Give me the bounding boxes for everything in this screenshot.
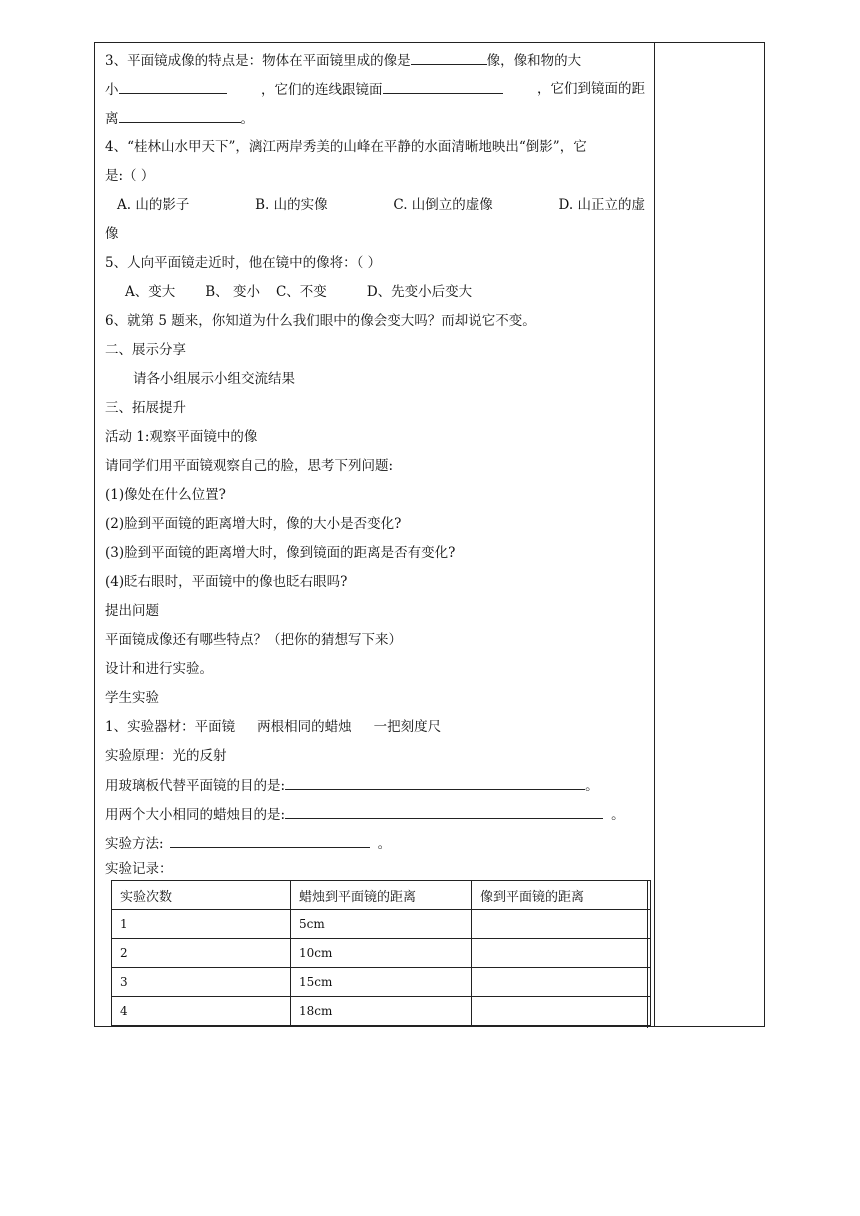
q4-line-4: 像 xyxy=(105,226,119,242)
q5-option-d[interactable]: D、先变小后变大 xyxy=(366,284,473,300)
q4-line-2: 是:（ ） xyxy=(105,168,155,184)
table-row xyxy=(112,910,651,939)
worksheet-frame xyxy=(94,42,765,1027)
glass-purpose-line xyxy=(105,775,599,796)
q3-l3a: 离 xyxy=(105,111,119,127)
table-right-edge xyxy=(647,880,648,1028)
q5-option-b[interactable]: B、 变小 xyxy=(205,284,260,300)
q5-options xyxy=(125,282,472,302)
method-end: 。 xyxy=(377,836,392,852)
materials-candles: 两根相同的蜡烛 xyxy=(257,719,352,735)
q4-option-a[interactable]: A. 山的影子 xyxy=(117,197,190,213)
q3-blank-3[interactable] xyxy=(383,79,503,94)
q3-blank-2[interactable] xyxy=(119,79,227,94)
table-cell: 18cm xyxy=(290,997,471,1026)
table-row xyxy=(112,939,651,968)
table-cell-input[interactable] xyxy=(472,997,651,1026)
section-3-title: 三、拓展提升 xyxy=(105,400,186,416)
question-item: (2)脸到平面镜的距离增大时，像的大小是否变化? xyxy=(105,516,402,532)
method-line xyxy=(105,833,391,854)
glass-purpose-end: 。 xyxy=(585,778,599,794)
table-row xyxy=(112,968,651,997)
table-cell: 2 xyxy=(112,939,291,968)
q4-option-c[interactable]: C. 山倒立的虚像 xyxy=(393,197,493,213)
candle-purpose-label: 用两个大小相同的蜡烛目的是: xyxy=(105,807,286,823)
table-header-row xyxy=(112,881,651,910)
q3-text-post: 像，像和物的大 xyxy=(486,53,582,69)
activity-1-intro: 请同学们用平面镜观察自己的脸，思考下列问题: xyxy=(105,458,394,474)
question-item: (1)像处在什么位置? xyxy=(105,487,226,503)
section-2-body: 请各小组展示小组交流结果 xyxy=(133,371,295,387)
table-cell: 3 xyxy=(112,968,291,997)
q4-options xyxy=(117,195,645,215)
column-divider xyxy=(654,43,655,1026)
table-cell: 1 xyxy=(112,910,291,939)
student-experiment-title: 学生实验 xyxy=(105,690,159,706)
method-label: 实验方法: xyxy=(105,836,164,852)
q3-blank-1[interactable] xyxy=(411,50,487,65)
q5-option-a[interactable]: A、变大 xyxy=(125,284,176,300)
record-table xyxy=(111,880,651,1026)
question-item: (4)眨右眼时，平面镜中的像也眨右眼吗? xyxy=(105,574,348,590)
candle-purpose-line xyxy=(105,804,625,825)
table-cell-input[interactable] xyxy=(472,939,651,968)
q6-line: 6、就第 5 题来，你知道为什么我们眼中的像会变大吗？而却说它不变。 xyxy=(105,313,536,329)
principle-line: 实验原理：光的反射 xyxy=(105,748,227,764)
q5-line-1: 5、人向平面镜走近时，他在镜中的像将：（ ） xyxy=(105,255,382,271)
table-cell-input[interactable] xyxy=(472,968,651,997)
q3-l3b: 。 xyxy=(240,111,254,127)
q3-text: 3、平面镜成像的特点是：物体在平面镜里成的像是 xyxy=(105,53,411,69)
raise-question-body: 平面镜成像还有哪些特点？（把你的猜想写下来） xyxy=(105,632,402,648)
table-header-cell: 蜡烛到平面镜的距离 xyxy=(290,881,471,910)
table-cell: 10cm xyxy=(290,939,471,968)
table-row xyxy=(112,997,651,1026)
table-cell: 4 xyxy=(112,997,291,1026)
question-item: (3)脸到平面镜的距离增大时，像到镜面的距离是否有变化? xyxy=(105,545,456,561)
design-experiment: 设计和进行实验。 xyxy=(105,661,213,677)
q4-option-d[interactable]: D. 山正立的虚 xyxy=(558,197,645,213)
materials-ruler: 一把刻度尺 xyxy=(373,719,442,735)
section-2-title: 二、展示分享 xyxy=(105,342,186,358)
q3-line-1 xyxy=(105,50,581,71)
materials-line xyxy=(105,717,441,737)
q3-line-2 xyxy=(105,79,645,100)
table-cell-input[interactable] xyxy=(472,910,651,939)
table-cell: 5cm xyxy=(290,910,471,939)
q5-option-c[interactable]: C、不变 xyxy=(275,284,327,300)
q3-l2a: 小 xyxy=(105,82,119,98)
q4-line-1: 4、“桂林山水甲天下”，漓江两岸秀美的山峰在平静的水面清晰地映出“倒影”，它 xyxy=(105,139,587,155)
table-header-cell: 实验次数 xyxy=(112,881,291,910)
materials-label: 1、实验器材：平面镜 xyxy=(105,719,236,735)
glass-purpose-blank[interactable] xyxy=(285,775,585,790)
candle-purpose-blank[interactable] xyxy=(285,804,603,819)
raise-question-title: 提出问题 xyxy=(105,603,159,619)
candle-purpose-end: 。 xyxy=(611,807,625,823)
glass-purpose-label: 用玻璃板代替平面镜的目的是: xyxy=(105,778,286,794)
q3-l2c: ，它们到镜面的距 xyxy=(537,81,645,97)
q3-line-3 xyxy=(105,108,254,129)
record-label: 实验记录： xyxy=(105,861,173,877)
activity-1-title: 活动 1:观察平面镜中的像 xyxy=(105,429,258,445)
q3-blank-4[interactable] xyxy=(119,108,241,123)
table-header-cell: 像到平面镜的距离 xyxy=(472,881,651,910)
method-blank[interactable] xyxy=(170,833,370,848)
q3-l2b: ，它们的连线跟镜面 xyxy=(261,82,383,98)
table-cell: 15cm xyxy=(290,968,471,997)
q4-option-b[interactable]: B. 山的实像 xyxy=(255,197,328,213)
